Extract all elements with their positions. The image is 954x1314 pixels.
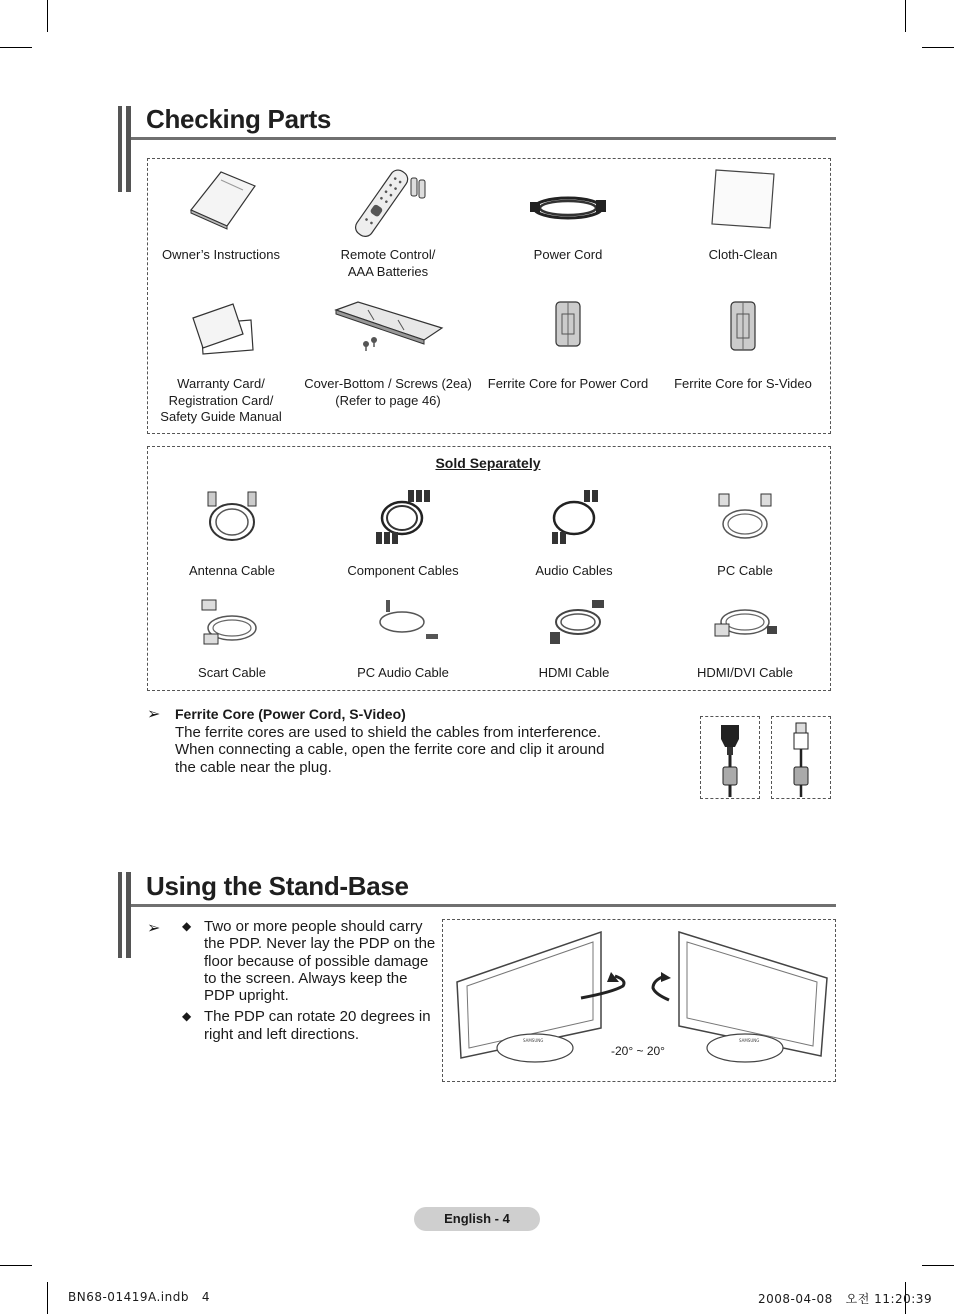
sold-item-label: HDMI/DVI Cable — [696, 665, 794, 680]
part-label: Ferrite Core for Power Cord — [487, 376, 649, 391]
pc-cable-item — [695, 488, 795, 546]
ferrite-note-text: The ferrite cores are used to shield the cables from interference. When connecting a cable, open the ferrite core and clip it around the cable near the plug. — [175, 723, 605, 776]
stand-bullet-text: Two or more people should carry the PDP. Never lay the PDP on the floor because of possible damage to the screen. Always keep the PDP upright. — [204, 918, 436, 1005]
svideo-plug-ferrite-icon — [772, 717, 830, 798]
section-marker — [118, 106, 122, 192]
scart-cable-item — [182, 596, 282, 648]
rotation-range-label: -20° ~ 20° — [611, 1044, 665, 1058]
audio-cables-icon — [534, 488, 614, 546]
audio-cables-item — [524, 488, 624, 546]
crop-mark — [922, 1265, 954, 1266]
ferrite-core-svideo-item — [682, 298, 804, 354]
power-cord-icon — [528, 168, 608, 230]
power-cord-item — [507, 168, 629, 230]
part-label: Owner’s Instructions — [161, 247, 280, 262]
component-cables-icon — [362, 488, 442, 546]
hdmi-cable-icon — [534, 596, 614, 648]
power-plug-ferrite-icon — [701, 717, 759, 798]
antenna-cable-icon — [192, 488, 272, 546]
ferrite-core-icon — [723, 298, 763, 354]
hdmi-dvi-cable-icon — [705, 596, 785, 648]
scart-cable-icon — [192, 596, 272, 648]
ferrite-core-power-item — [507, 298, 629, 350]
tv-brand-text: SAMSUNG — [523, 1038, 544, 1043]
pc-cable-icon — [705, 488, 785, 546]
sold-separately-heading: Sold Separately — [435, 455, 541, 471]
part-label: Cover-Bottom / Screws (2ea) (Refer to page 46) — [304, 376, 472, 408]
section-marker — [126, 872, 131, 958]
ferrite-core-icon — [548, 298, 588, 350]
section-marker — [126, 106, 131, 192]
section-rule — [131, 137, 836, 140]
section-marker — [118, 872, 122, 958]
note-arrow-icon: ➢ — [147, 706, 161, 723]
hdmi-cable-item — [524, 596, 624, 648]
part-label: Cloth-Clean — [708, 247, 778, 262]
cards-icon — [181, 298, 261, 358]
crop-mark — [47, 0, 48, 32]
crop-mark — [0, 47, 32, 48]
remote-control-icon — [343, 168, 433, 238]
ferrite-illustration-svideo — [771, 716, 831, 799]
tv-brand-text: SAMSUNG — [739, 1038, 760, 1043]
component-cables-item — [352, 488, 452, 546]
page-number: English - 4 — [414, 1207, 540, 1231]
crop-mark — [922, 47, 954, 48]
sold-item-label: Antenna Cable — [188, 563, 275, 578]
cloth-icon — [708, 168, 778, 230]
stand-instructions — [182, 918, 437, 1047]
part-label: Warranty Card/ Registration Card/ Safety Guide Manual — [160, 376, 282, 424]
part-label: Remote Control/ AAA Batteries — [340, 247, 436, 279]
sold-item-label: PC Cable — [717, 563, 773, 578]
section-title-stand-base: Using the Stand-Base — [146, 871, 409, 901]
cover-bottom-item — [327, 298, 449, 354]
pc-audio-cable-item — [352, 596, 452, 648]
ferrite-note — [175, 706, 645, 776]
sold-item-label: HDMI Cable — [538, 665, 610, 680]
section-rule — [131, 904, 836, 907]
part-label: Ferrite Core for S-Video — [674, 376, 812, 391]
diamond-bullet-icon: ◆ — [182, 1009, 192, 1024]
pc-audio-cable-icon — [362, 596, 442, 648]
stand-bullet-text: The PDP can rotate 20 degrees in right and left directions. — [204, 1008, 431, 1043]
stand-rotation-illustration — [442, 919, 836, 1082]
crop-mark — [905, 0, 906, 32]
stand-bullet — [182, 918, 437, 1004]
ferrite-illustration-power — [700, 716, 760, 799]
ferrite-note-heading: Ferrite Core (Power Cord, S-Video) — [175, 706, 406, 722]
part-label: Power Cord — [533, 247, 603, 262]
section-title-checking-parts: Checking Parts — [146, 104, 332, 134]
print-file-info: BN68-01419A.indb 4 — [68, 1290, 211, 1304]
crop-mark — [47, 1282, 48, 1314]
sold-item-label: Component Cables — [347, 563, 459, 578]
hdmi-dvi-cable-item — [695, 596, 795, 648]
note-arrow-icon: ➢ — [147, 920, 161, 937]
crop-mark — [0, 1265, 32, 1266]
warranty-card-item — [160, 298, 282, 358]
sold-item-label: PC Audio Cable — [357, 665, 449, 680]
sold-item-label: Scart Cable — [198, 665, 266, 680]
cover-bottom-icon — [328, 298, 448, 354]
cloth-clean-item — [682, 168, 804, 230]
stand-bullet — [182, 1008, 437, 1043]
manual-icon — [181, 168, 261, 230]
owners-instructions-item — [160, 168, 282, 230]
sold-item-label: Audio Cables — [535, 563, 613, 578]
remote-control-item — [327, 168, 449, 238]
diamond-bullet-icon: ◆ — [182, 919, 192, 933]
antenna-cable-item — [182, 488, 282, 546]
print-timestamp: 2008-04-08 오전 11:20:39 — [758, 1292, 933, 1306]
